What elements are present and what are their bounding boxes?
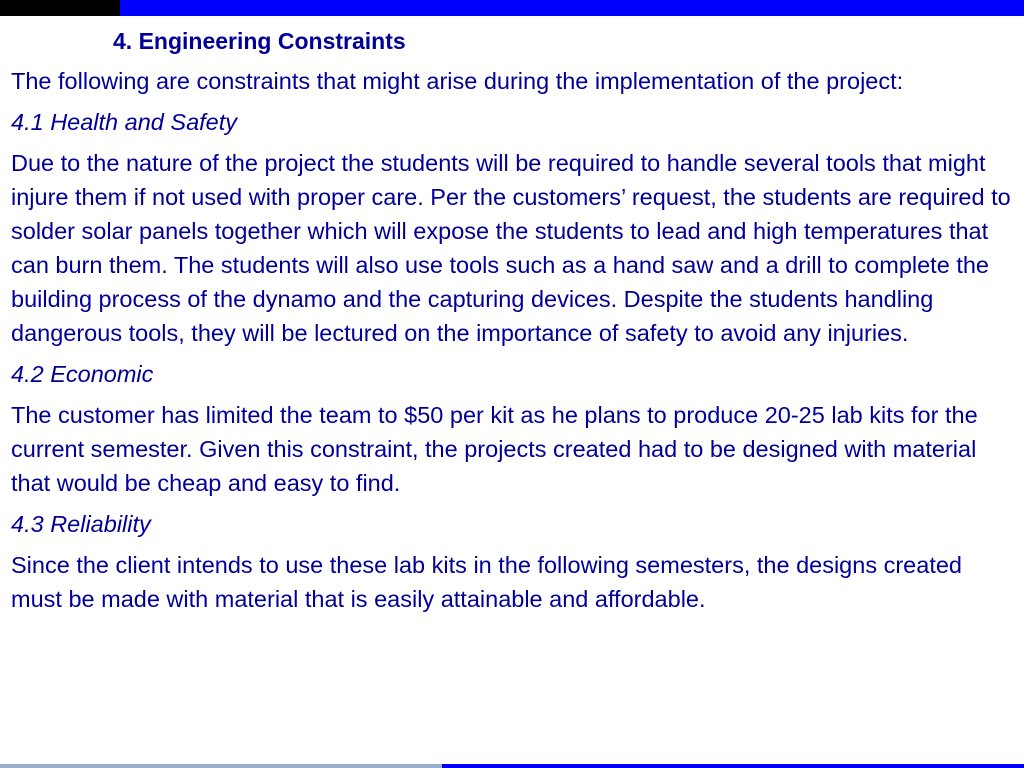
slide-title: 4. Engineering Constraints (113, 28, 406, 54)
bottom-bar-blue-segment (442, 764, 1024, 768)
section-heading-health-safety: 4.1 Health and Safety (11, 109, 238, 135)
section-body-economic: The customer has limited the team to $50 per kit as he plans to produce 20-25 lab kits for the current semester. Given this constraint, the projects created had to be designed with material that would be cheap and easy to find. (11, 402, 978, 496)
top-bar-blue-segment (120, 0, 1024, 16)
top-bar-black-segment (0, 0, 120, 16)
section-heading-reliability: 4.3 Reliability (11, 511, 151, 537)
section-body-health-safety: Due to the nature of the project the students will be required to handle several tools that might injure them if not used with proper care. Per the customers’ request, the students are required to solder solar panels together which will expose the students to lead and high temperatures that can burn them. The students will also use tools such as a hand saw and a drill to complete the building process of the dynamo and the capturing devices. Despite the students handling dangerous tools, they will be lectured on the importance of safety to avoid any injuries. (11, 150, 1011, 346)
section-heading-economic: 4.2 Economic (11, 361, 154, 387)
bottom-bar-gray-segment (0, 764, 442, 768)
slide-content (11, 64, 1017, 623)
section-body-reliability: Since the client intends to use these lab kits in the following semesters, the designs created must be made with material that is easily attainable and affordable. (11, 552, 962, 612)
intro-paragraph: The following are constraints that might arise during the implementation of the project: (11, 68, 904, 94)
